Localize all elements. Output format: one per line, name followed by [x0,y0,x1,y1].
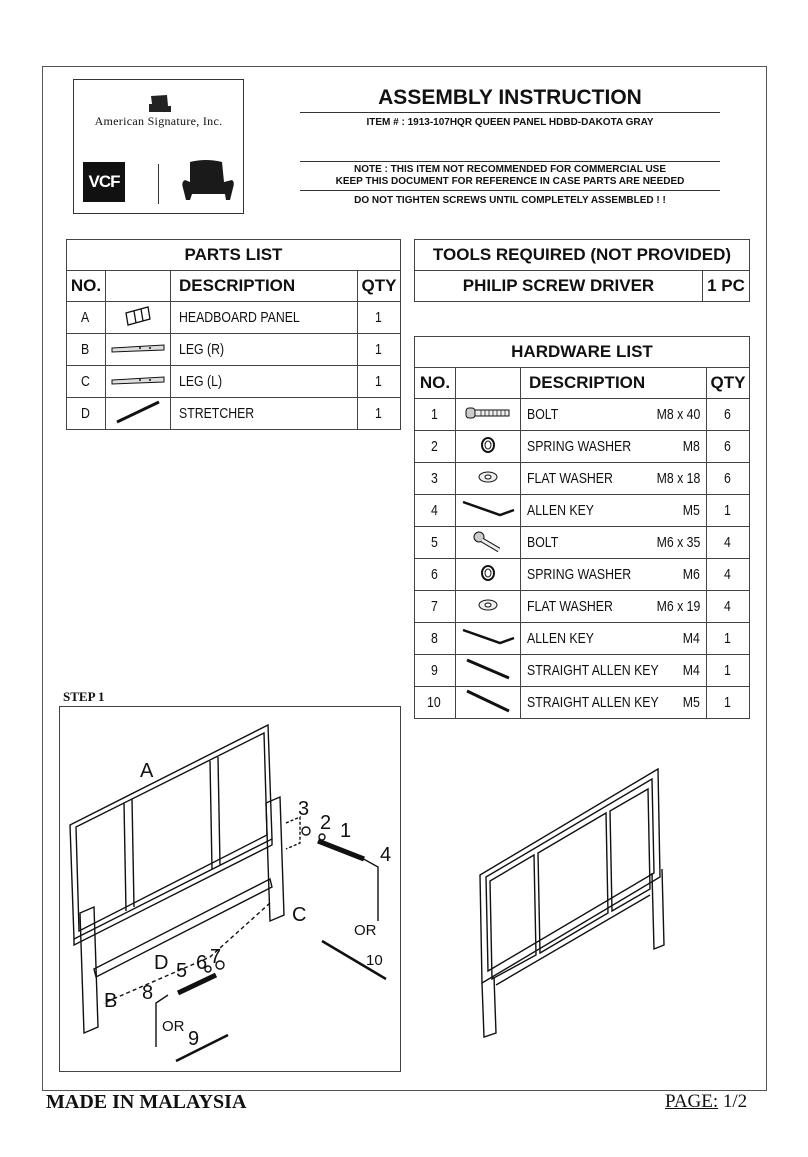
tools-table [414,239,750,302]
hw-size: M5 [682,502,700,519]
hardware-header-description: DESCRIPTION [521,368,707,399]
callout-c: C [292,904,307,926]
table-row [415,591,750,623]
armchair-icon [178,158,236,206]
hardware-list-table [414,336,750,719]
note-line-1: NOTE : THIS ITEM NOT RECOMMENDED FOR COMMERCIAL USE [353,164,667,175]
table-row [67,334,401,366]
table-row [415,623,750,655]
callout-8: 8 [142,982,154,1004]
hardware-header-image [456,368,521,399]
callout-3: 3 [298,798,310,820]
table-row [415,495,750,527]
note-rule-top [300,161,720,162]
chair-icon [147,92,173,114]
parts-list-title: PARTS LIST [67,240,401,271]
parts-header-description: DESCRIPTION [171,271,358,302]
tool-qty: 1 PC [703,271,750,302]
hw-qty: 4 [723,598,731,615]
hw-description: ALLEN KEY [527,630,595,647]
part-no: D [80,405,90,422]
hw-size: M8 x 18 [656,470,700,487]
hw-qty: 1 [723,630,731,647]
spring-washer-icon [478,563,498,583]
callout-or-left: OR [162,1018,185,1035]
straight-allen-key-icon [463,657,513,681]
hw-description: SPRING WASHER [527,438,632,455]
hw-qty: 6 [723,470,731,487]
flat-washer-icon [476,469,500,485]
callout-6: 6 [196,952,208,974]
parts-header-qty: QTY [358,271,401,302]
hw-description: FLAT WASHER [527,470,613,487]
part-description: LEG (L) [179,373,223,390]
vcf-logo: VCF [83,162,125,202]
tools-title: TOOLS REQUIRED (NOT PROVIDED) [415,240,750,271]
hw-qty: 4 [723,534,731,551]
hw-qty: 6 [723,438,731,455]
table-row [415,687,750,719]
table-row [415,655,750,687]
callout-9: 9 [188,1028,200,1050]
part-no: A [80,309,90,326]
hw-qty: 1 [723,662,731,679]
page-label: PAGE: [665,1091,719,1112]
leg-icon [110,342,166,354]
table-row [415,399,750,431]
page-number [665,1091,747,1113]
part-description: STRETCHER [179,405,255,422]
hw-no: 9 [430,662,438,679]
hw-size: M8 x 40 [656,406,700,423]
hw-no: 1 [430,406,438,423]
callout-10: 10 [366,952,383,969]
note-line-2: KEEP THIS DOCUMENT FOR REFERENCE IN CASE PARTS ARE NEEDED [335,176,685,187]
callout-a: A [140,760,154,782]
hw-size: M5 [682,694,700,711]
hw-no: 10 [426,694,441,711]
part-description: HEADBOARD PANEL [179,309,300,326]
table-row [67,302,401,334]
table-row [415,431,750,463]
hw-no: 2 [430,438,438,455]
table-row [415,527,750,559]
part-qty: 1 [374,405,382,422]
hw-no: 4 [430,502,438,519]
tool-item: PHILIP SCREW DRIVER [415,271,703,302]
made-in-label: MADE IN MALAYSIA [46,1091,247,1113]
warning-text: DO NOT TIGHTEN SCREWS UNTIL COMPLETELY ASSEMBLED ! ! [354,195,666,206]
hardware-header-qty: QTY [707,368,750,399]
part-no: B [80,341,90,358]
step-1-box [59,706,401,1072]
hw-no: 5 [430,534,438,551]
spring-washer-icon [478,435,498,455]
part-qty: 1 [374,341,382,358]
callout-2: 2 [320,812,332,834]
callout-or-right: OR [354,922,377,939]
flat-washer-icon [476,597,500,613]
parts-header-no: NO. [67,271,106,302]
note-text [300,164,720,188]
parts-list-table [66,239,401,430]
hw-qty: 1 [723,502,731,519]
part-qty: 1 [374,309,382,326]
callout-1: 1 [340,820,352,842]
callout-d: D [154,952,169,974]
logo-divider [158,164,159,204]
bolt-icon [471,529,505,553]
part-no: C [80,373,90,390]
assembled-headboard-illustration [470,765,670,1055]
hw-qty: 6 [723,406,731,423]
hw-size: M4 [682,662,700,679]
callout-b: B [104,990,118,1012]
hw-size: M4 [682,630,700,647]
hardware-list-title: HARDWARE LIST [415,337,750,368]
brand-logo-box [73,79,244,214]
page-title: ASSEMBLY INSTRUCTION [378,86,642,109]
hw-qty: 1 [723,694,731,711]
table-row [415,463,750,495]
hw-size: M6 x 35 [656,534,700,551]
allen-key-icon [460,498,516,520]
part-qty: 1 [374,373,382,390]
leg-icon [110,374,166,386]
allen-key-icon [460,626,516,648]
callout-5: 5 [176,960,188,982]
hw-description: FLAT WASHER [527,598,613,615]
hw-description: BOLT [527,406,559,423]
hw-description: BOLT [527,534,559,551]
step-1-exploded-diagram [60,707,400,1071]
hw-no: 7 [430,598,438,615]
hw-description: STRAIGHT ALLEN KEY [527,694,659,711]
brand-name: American Signature, Inc. [94,114,223,128]
step-1-label: STEP 1 [63,689,105,704]
parts-header-image [106,271,171,302]
hw-description: STRAIGHT ALLEN KEY [527,662,659,679]
hardware-header-no: NO. [415,368,456,399]
headboard-panel-icon [118,305,158,327]
hw-no: 3 [430,470,438,487]
note-rule-bottom [300,190,720,191]
hw-size: M8 [682,438,700,455]
item-number: ITEM # : 1913-107HQR QUEEN PANEL HDBD-DAKOTA GRAY [366,117,654,128]
hw-description: SPRING WASHER [527,566,632,583]
callout-4: 4 [380,844,392,866]
bolt-icon [463,405,513,421]
callout-7: 7 [210,946,222,968]
part-description: LEG (R) [179,341,225,358]
hw-no: 6 [430,566,438,583]
title-rule [300,112,720,113]
hw-size: M6 x 19 [656,598,700,615]
table-row [67,366,401,398]
hw-size: M6 [682,566,700,583]
straight-allen-key-icon [463,688,513,714]
table-row [415,559,750,591]
hw-description: ALLEN KEY [527,502,595,519]
stretcher-icon [113,399,163,425]
page-value: 1/2 [722,1091,748,1112]
table-row [67,398,401,430]
hw-qty: 4 [723,566,731,583]
hw-no: 8 [430,630,438,647]
